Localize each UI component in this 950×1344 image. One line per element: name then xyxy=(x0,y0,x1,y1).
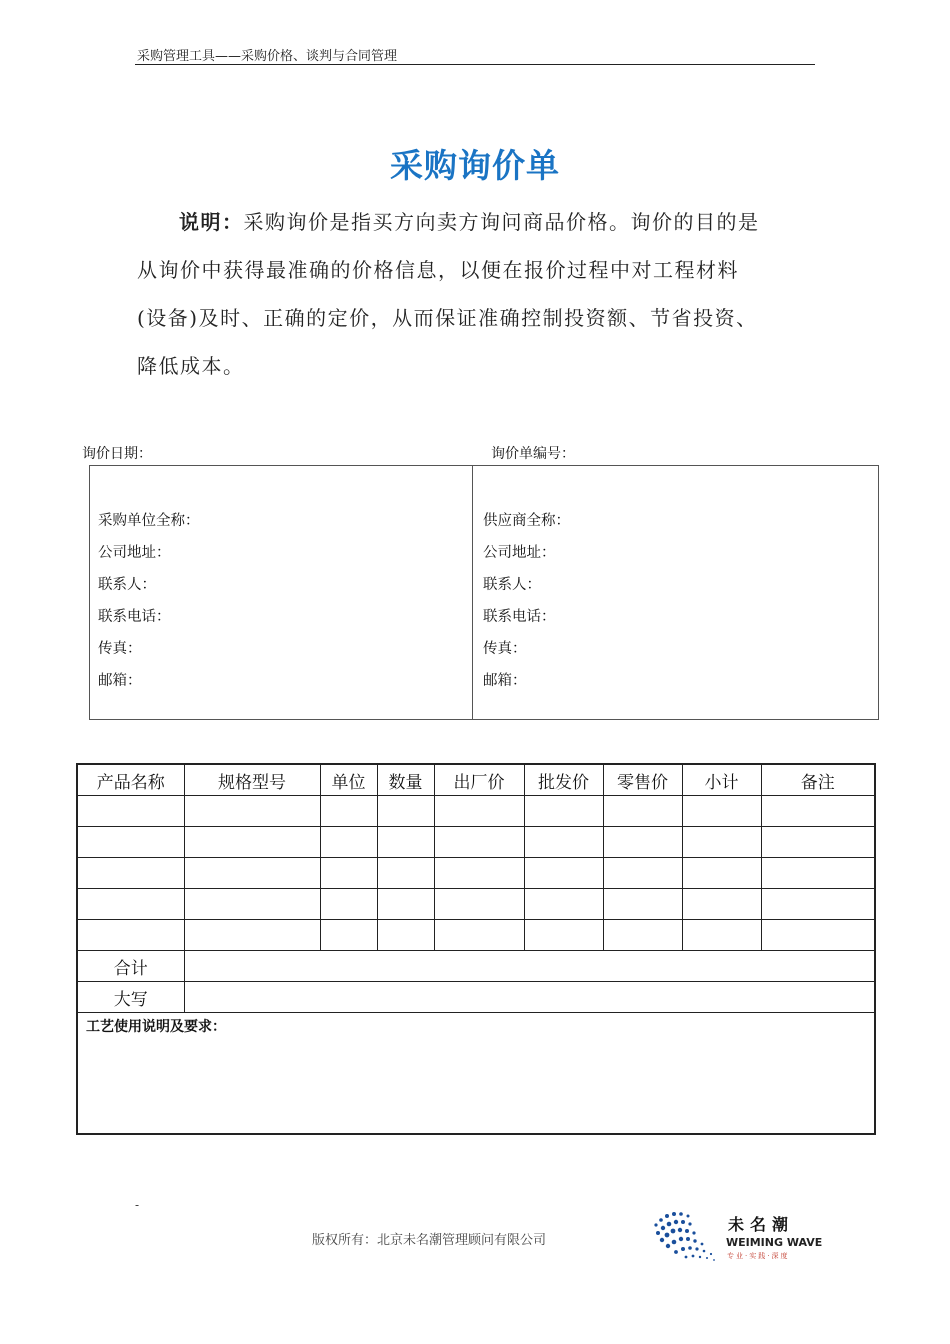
intro-label: 说明： xyxy=(179,210,244,234)
requirements-label: 工艺使用说明及要求： xyxy=(86,1019,226,1035)
table-row xyxy=(77,920,875,951)
table-cell[interactable] xyxy=(761,920,875,951)
header-divider xyxy=(135,64,815,65)
supplier-phone-label: 联系电话： xyxy=(483,609,556,625)
table-cell[interactable] xyxy=(184,827,320,858)
total-row xyxy=(77,951,875,982)
page-title: 采购询价单 xyxy=(390,146,560,185)
capital-value-cell[interactable] xyxy=(184,982,875,1013)
header-title: 采购管理工具——采购价格、谈判与合同管理 xyxy=(137,49,398,64)
table-cell[interactable] xyxy=(77,920,184,951)
table-cell[interactable] xyxy=(524,858,603,889)
table-cell[interactable] xyxy=(603,920,682,951)
table-cell[interactable] xyxy=(524,920,603,951)
table-cell[interactable] xyxy=(377,920,434,951)
table-cell[interactable] xyxy=(77,827,184,858)
table-cell[interactable] xyxy=(761,889,875,920)
table-cell[interactable] xyxy=(320,889,377,920)
table-cell[interactable] xyxy=(524,827,603,858)
supplier-contact-label: 联系人： xyxy=(483,577,541,593)
table-cell[interactable] xyxy=(184,889,320,920)
buyer-info xyxy=(98,505,200,697)
col-subtotal: 小计 xyxy=(682,764,761,796)
buyer-address-label: 公司地址： xyxy=(98,545,171,561)
table-cell[interactable] xyxy=(682,889,761,920)
supplier-fax-label: 传真： xyxy=(483,641,527,657)
table-cell[interactable] xyxy=(320,827,377,858)
table-cell[interactable] xyxy=(761,796,875,827)
buyer-phone-label: 联系电话： xyxy=(98,609,171,625)
table-cell[interactable] xyxy=(184,920,320,951)
buyer-name-label: 采购单位全称： xyxy=(98,513,200,529)
total-value-cell[interactable] xyxy=(184,951,875,982)
requirements-row xyxy=(77,1013,875,1135)
table-row xyxy=(77,796,875,827)
table-cell[interactable] xyxy=(434,889,524,920)
intro-paragraph xyxy=(137,198,767,390)
logo-english-name: WEIMING WAVE xyxy=(726,1236,823,1249)
supplier-email-label: 邮箱： xyxy=(483,673,527,689)
table-cell[interactable] xyxy=(320,920,377,951)
buyer-fax-label: 传真： xyxy=(98,641,142,657)
supplier-info xyxy=(483,505,570,697)
table-cell[interactable] xyxy=(320,796,377,827)
table-cell[interactable] xyxy=(77,858,184,889)
col-retail-price: 零售价 xyxy=(603,764,682,796)
table-cell[interactable] xyxy=(761,827,875,858)
footer-dash: - xyxy=(135,1198,140,1212)
col-spec-model: 规格型号 xyxy=(184,764,320,796)
table-row xyxy=(77,858,875,889)
intro-text: 采购询价是指买方向卖方询问商品价格。询价的目的是从询价中获得最准确的价格信息，以便在报价过程中对工程材料(设备)及时、正确的定价，从而保证准确控制投资额、节省投资、降低成本。 xyxy=(137,210,760,378)
table-cell[interactable] xyxy=(524,796,603,827)
table-cell[interactable] xyxy=(377,796,434,827)
table-cell[interactable] xyxy=(682,858,761,889)
capital-row xyxy=(77,982,875,1013)
total-label: 合计 xyxy=(77,951,184,982)
table-cell[interactable] xyxy=(184,858,320,889)
table-cell[interactable] xyxy=(761,858,875,889)
supplier-address-label: 公司地址： xyxy=(483,545,556,561)
table-cell[interactable] xyxy=(434,827,524,858)
table-cell[interactable] xyxy=(682,920,761,951)
table-cell[interactable] xyxy=(77,796,184,827)
table-cell[interactable] xyxy=(682,827,761,858)
supplier-name-label: 供应商全称： xyxy=(483,513,570,529)
copyright-text: 版权所有：北京未名潮管理顾问有限公司 xyxy=(312,1233,547,1248)
table-cell[interactable] xyxy=(682,796,761,827)
table-cell[interactable] xyxy=(603,889,682,920)
table-cell[interactable] xyxy=(377,827,434,858)
col-product-name: 产品名称 xyxy=(77,764,184,796)
col-unit: 单位 xyxy=(320,764,377,796)
table-cell[interactable] xyxy=(434,858,524,889)
table-cell[interactable] xyxy=(377,858,434,889)
table-cell[interactable] xyxy=(434,796,524,827)
col-factory-price: 出厂价 xyxy=(434,764,524,796)
capital-label: 大写 xyxy=(77,982,184,1013)
table-header-row xyxy=(77,764,875,796)
logo-chinese-name: 未名潮 xyxy=(728,1215,795,1234)
table-cell[interactable] xyxy=(434,920,524,951)
table-cell[interactable] xyxy=(377,889,434,920)
table-cell[interactable] xyxy=(603,796,682,827)
table-cell[interactable] xyxy=(77,889,184,920)
table-cell[interactable] xyxy=(603,858,682,889)
logo-tagline: 专业·实践·深度 xyxy=(727,1252,790,1260)
product-table xyxy=(76,763,876,1135)
buyer-email-label: 邮箱： xyxy=(98,673,142,689)
col-wholesale-price: 批发价 xyxy=(524,764,603,796)
buyer-contact-label: 联系人： xyxy=(98,577,156,593)
col-quantity: 数量 xyxy=(377,764,434,796)
table-cell[interactable] xyxy=(320,858,377,889)
col-remarks: 备注 xyxy=(761,764,875,796)
party-info-divider xyxy=(472,465,473,720)
table-row xyxy=(77,827,875,858)
inquiry-date-label: 询价日期： xyxy=(82,446,152,462)
table-row xyxy=(77,889,875,920)
table-cell[interactable] xyxy=(184,796,320,827)
requirements-cell[interactable] xyxy=(77,1013,875,1135)
table-cell[interactable] xyxy=(524,889,603,920)
table-cell[interactable] xyxy=(603,827,682,858)
inquiry-number-label: 询价单编号： xyxy=(491,446,575,462)
